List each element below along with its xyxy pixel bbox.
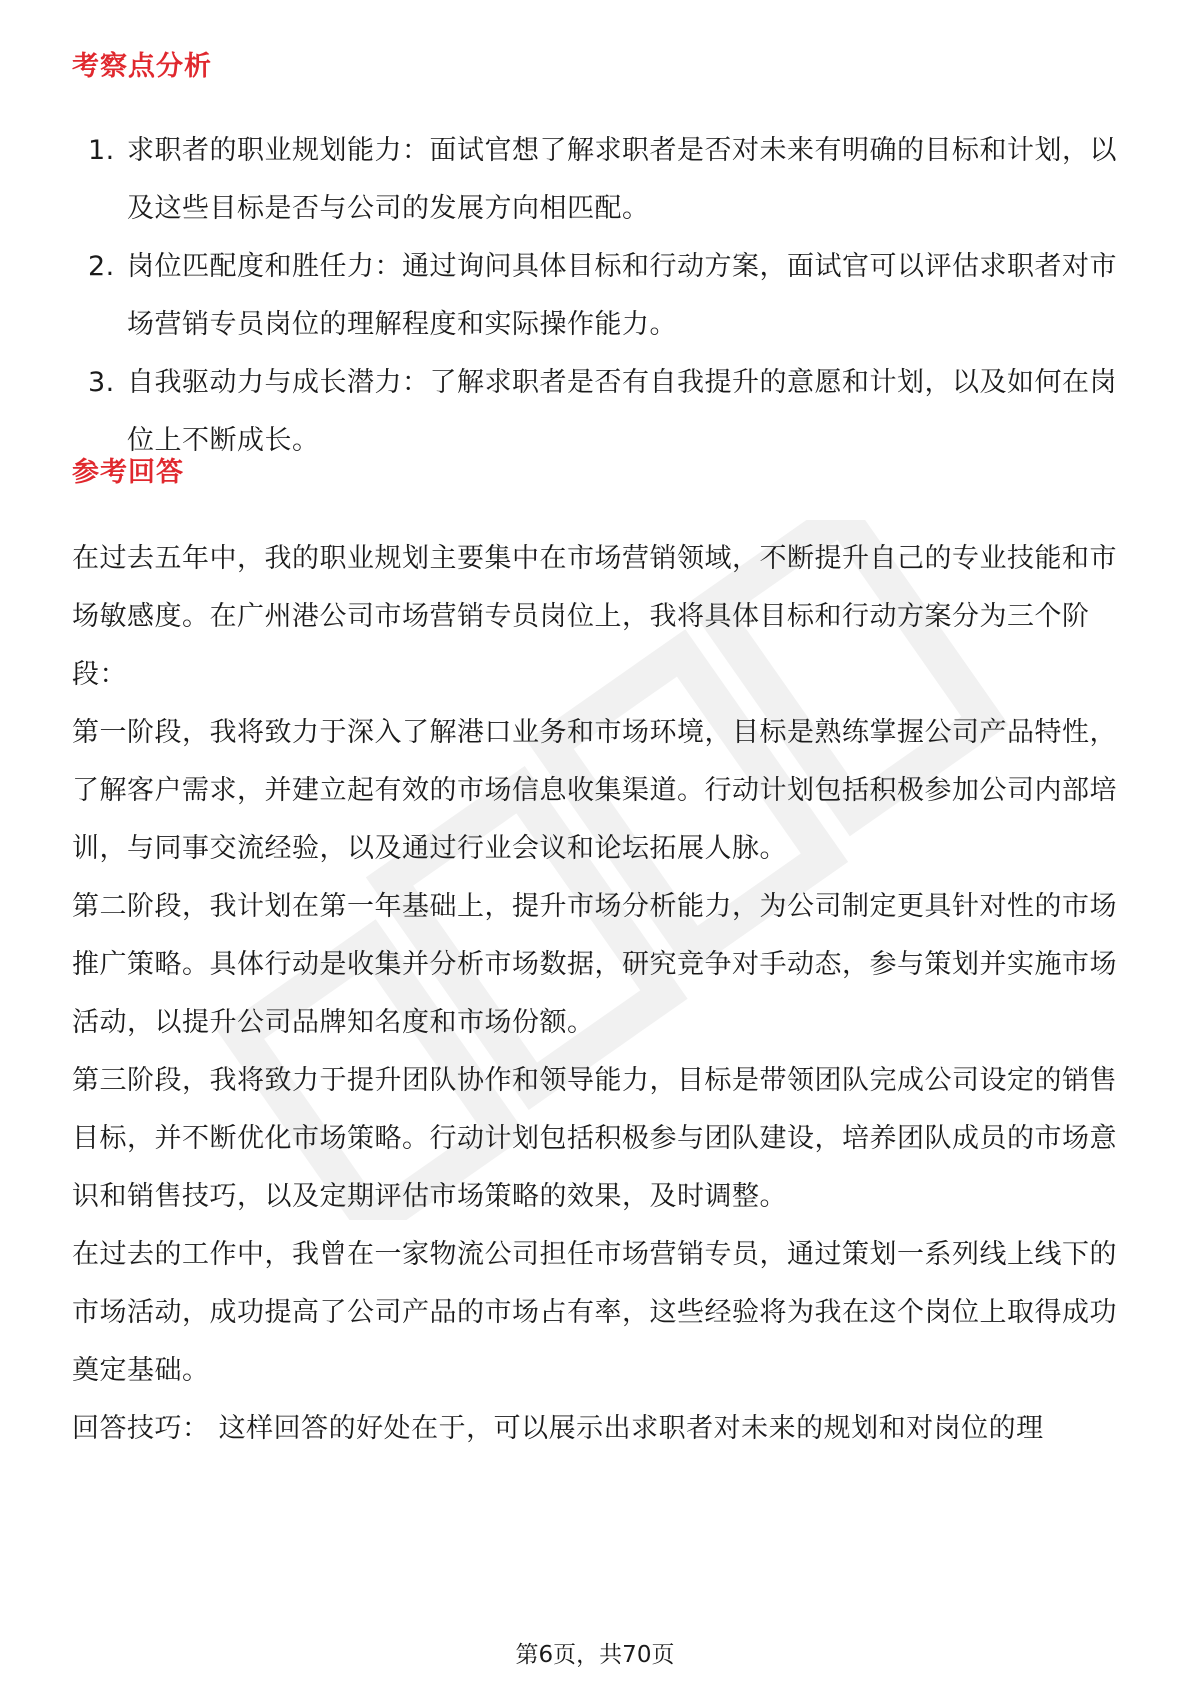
list-item — [72, 354, 1122, 470]
answer-paragraph-stage-2: 第二阶段，我计划在第一年基础上，提升市场分析能力，为公司制定更具针对性的市场推广策略。具体行动是收集并分析市场数据，研究竞争对手动态，参与策划并实施市场活动，以提升公司品牌知名度和市场份额。 — [72, 891, 1117, 1038]
analysis-heading: 考察点分析 — [72, 51, 212, 82]
list-item-number: 2. — [88, 251, 115, 282]
answer-paragraph-intro: 在过去五年中，我的职业规划主要集中在市场营销领域，不断提升自己的专业技能和市场敏感度。在广州港公司市场营销专员岗位上，我将具体目标和行动方案分为三个阶段： — [72, 543, 1117, 690]
answer-heading: 参考回答 — [72, 457, 184, 488]
answer-paragraph-experience: 在过去的工作中，我曾在一家物流公司担任市场营销专员，通过策划一系列线上线下的市场活动，成功提高了公司产品的市场占有率，这些经验将为我在这个岗位上取得成功奠定基础。 — [72, 1239, 1117, 1386]
list-item-text: 岗位匹配度和胜任力：通过询问具体目标和行动方案，面试官可以评估求职者对市场营销专员岗位的理解程度和实际操作能力。 — [127, 251, 1117, 340]
list-item-number: 1. — [88, 135, 115, 166]
answer-paragraph-stage-3: 第三阶段，我将致力于提升团队协作和领导能力，目标是带领团队完成公司设定的销售目标，并不断优化市场策略。行动计划包括积极参与团队建设，培养团队成员的市场意识和销售技巧，以及定期评估市场策略的效果，及时调整。 — [72, 1065, 1117, 1212]
list-item — [72, 238, 1122, 354]
answer-tips: 回答技巧： 这样回答的好处在于，可以展示出求职者对未来的规划和对岗位的理 — [72, 1413, 1044, 1444]
list-item-text: 求职者的职业规划能力：面试官想了解求职者是否对未来有明确的目标和计划，以及这些目标是否与公司的发展方向相匹配。 — [127, 135, 1117, 224]
list-item-text: 自我驱动力与成长潜力：了解求职者是否有自我提升的意愿和计划，以及如何在岗位上不断成长。 — [127, 367, 1117, 456]
analysis-list — [72, 122, 1122, 470]
list-item-number: 3. — [88, 367, 115, 398]
answer-paragraph-stage-1: 第一阶段，我将致力于深入了解港口业务和市场环境，目标是熟练掌握公司产品特性，了解客户需求，并建立起有效的市场信息收集渠道。行动计划包括积极参加公司内部培训，与同事交流经验，以及通过行业会议和论坛拓展人脉。 — [72, 717, 1117, 864]
list-item — [72, 122, 1122, 238]
page-number: 第6页，共70页 — [515, 1642, 675, 1668]
